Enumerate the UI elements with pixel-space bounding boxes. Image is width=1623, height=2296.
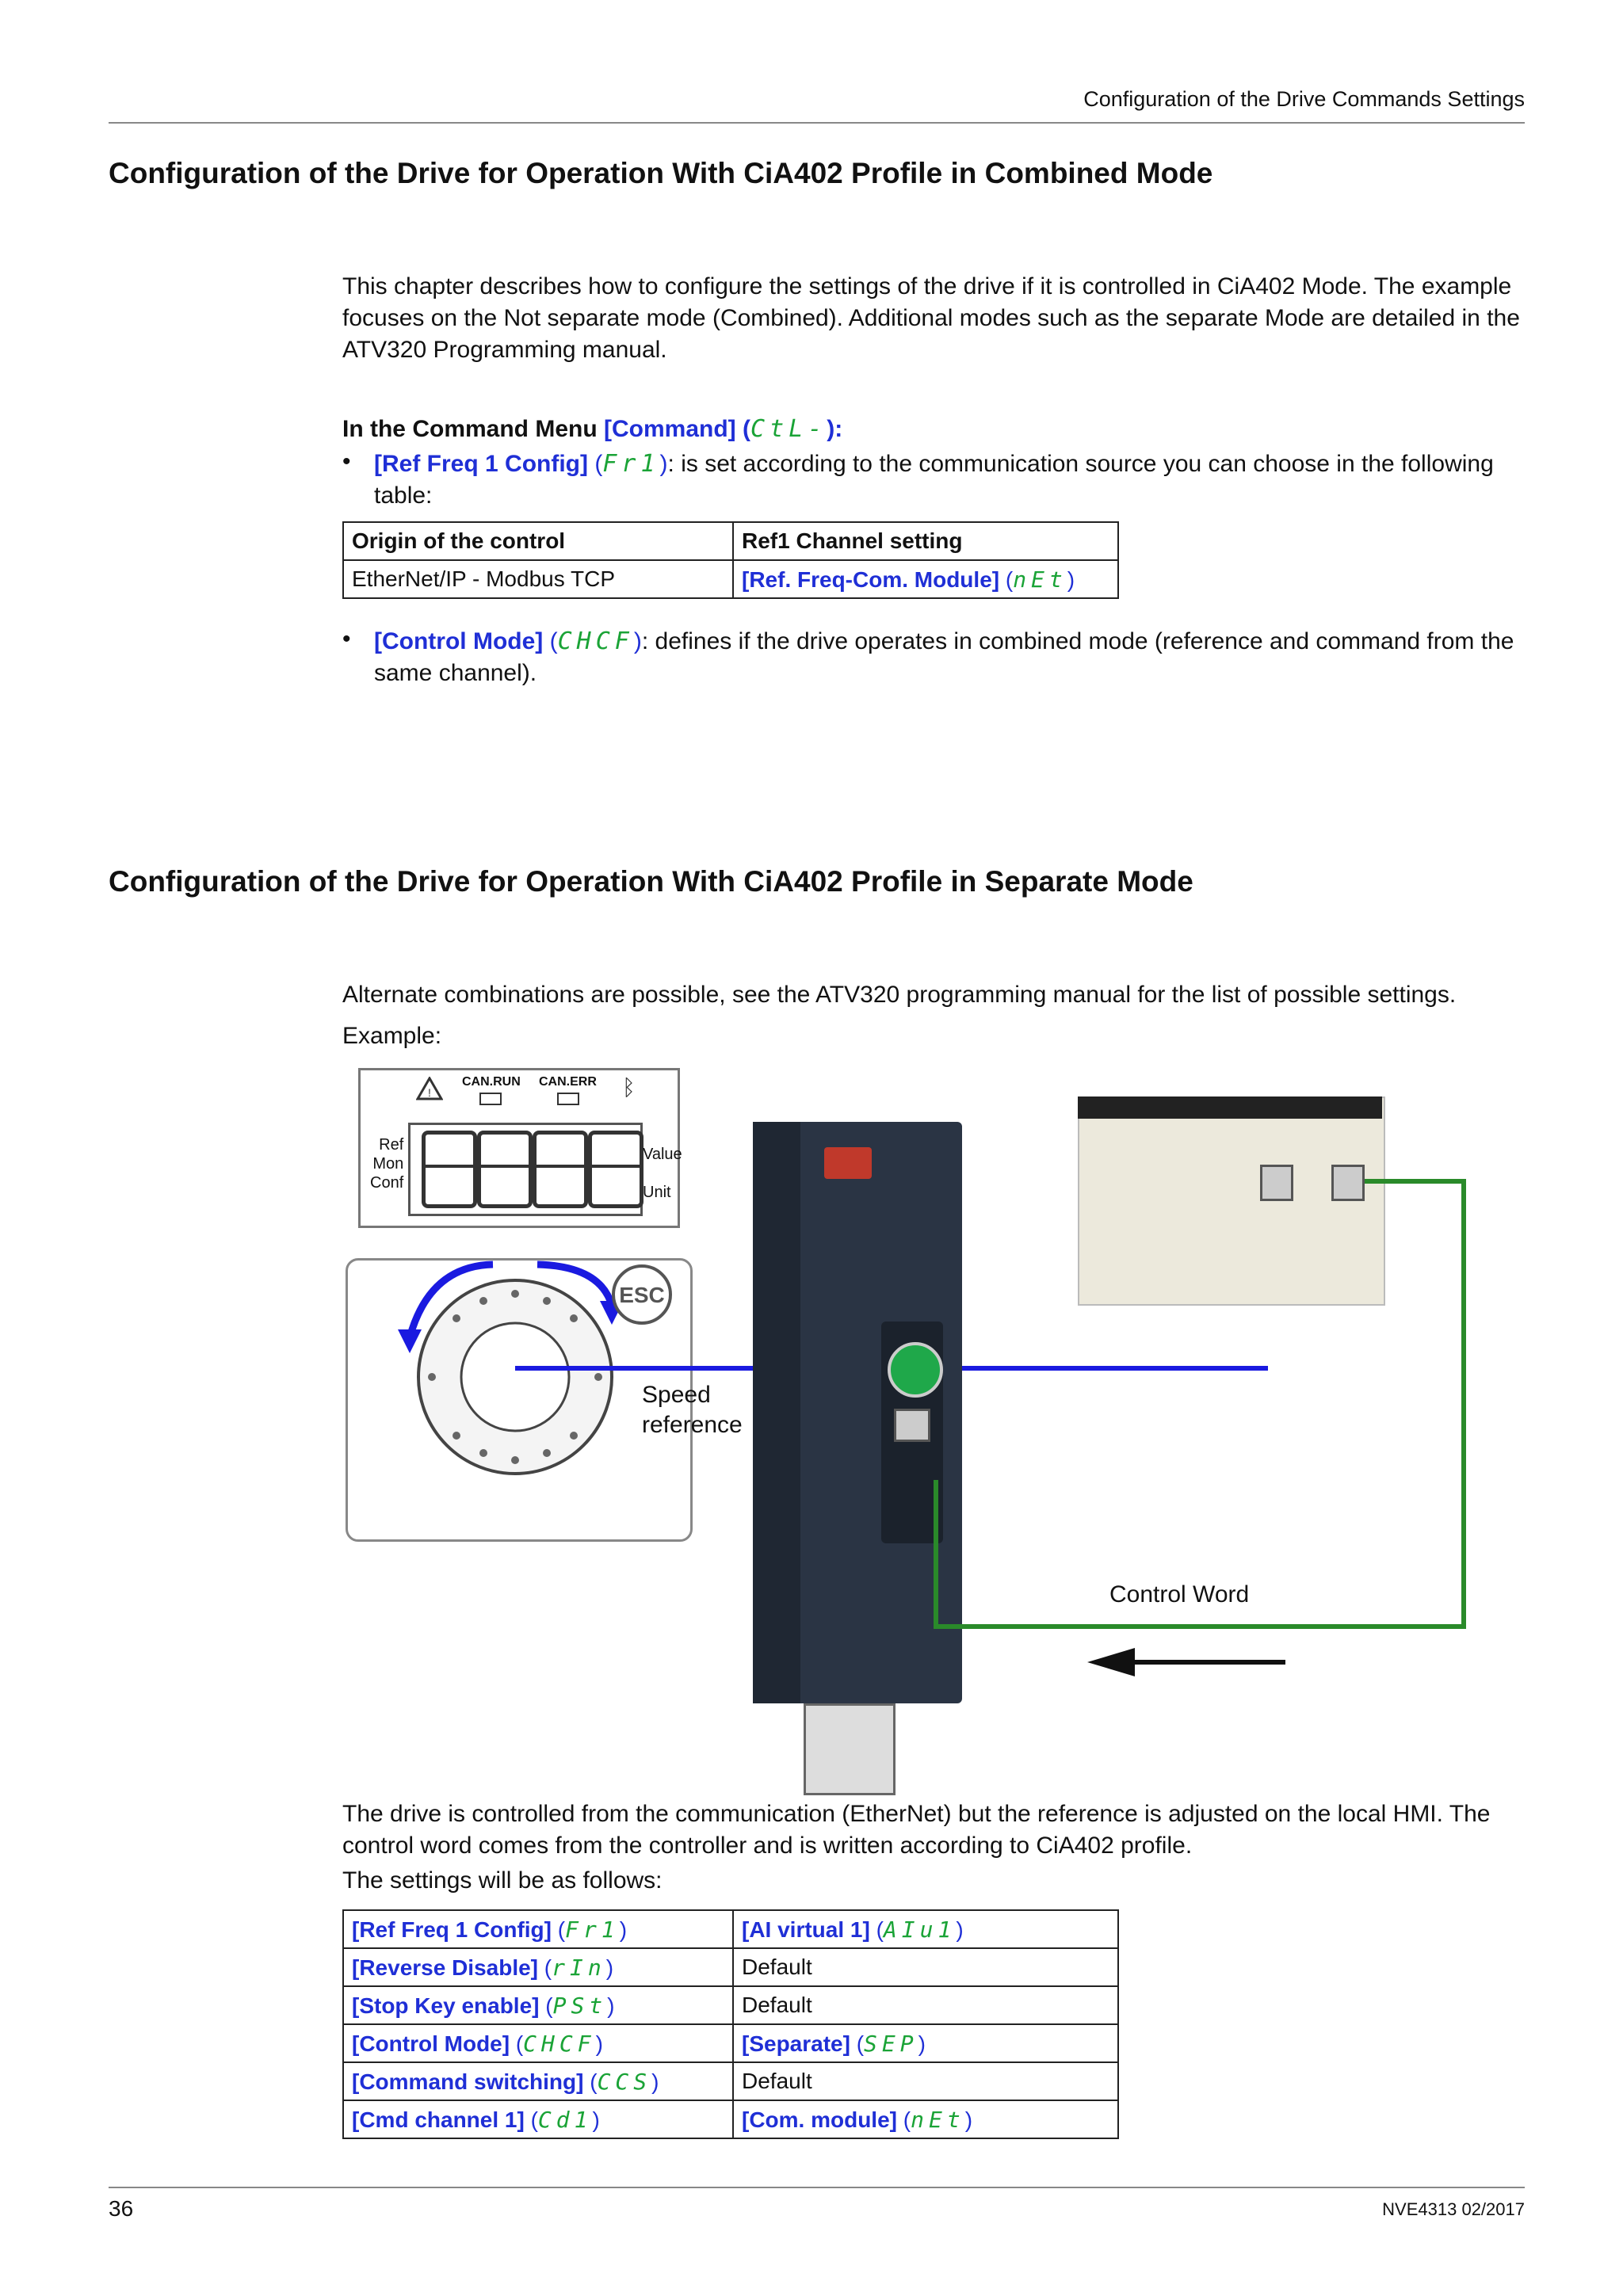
can-err-label: CAN.ERR <box>539 1075 597 1089</box>
section1-intro: This chapter describes how to configure the settings of the drive if it is controlled in CiA402 Mode. The example focuses on the Not separate mode (Combined). Additional modes such as the separate Mode are detailed in the ATV320 Programming manual. <box>342 273 1520 363</box>
param-name: [Command switching] <box>352 2069 584 2094</box>
bullet1-text: : is set according to the communication source you can choose in the following table: <box>374 451 1494 509</box>
table-cell: [Cmd channel 1] (Cd1) <box>343 2100 733 2138</box>
menu-prefix: In the Command Menu <box>342 416 598 442</box>
running-header: Configuration of the Drive Commands Settings <box>1083 87 1525 111</box>
warning-icon <box>416 1077 440 1100</box>
table-cell: [Separate] (SEP) <box>733 2024 1118 2062</box>
control-word-label: Control Word <box>1109 1581 1250 1608</box>
bluetooth-icon: ᛒ <box>622 1075 636 1100</box>
table-cell: EtherNet/IP - Modbus TCP <box>343 560 733 598</box>
esc-key-label: ESC <box>619 1283 665 1307</box>
digit <box>477 1131 533 1208</box>
ethernet-port <box>894 1409 930 1442</box>
svg-text:!: ! <box>428 1086 431 1099</box>
table-cell: [Control Mode] (CHCF) <box>343 2024 733 2062</box>
table-cell: [AI virtual 1] (AIu1) <box>733 1910 1118 1948</box>
direction-arrow-icon <box>1087 1646 1293 1678</box>
after-figure-text: The drive is controlled from the communication (EtherNet) but the reference is adjusted on the local HMI. The control word comes from the controller and is written according to CiA402 profile. <box>342 1801 1491 1859</box>
table-cell <box>733 2062 1118 2100</box>
drive-heatsink <box>753 1122 800 1703</box>
ref-channel-table <box>342 521 1119 599</box>
section2-title: Configuration of the Drive for Operation With CiA402 Profile in Separate Mode <box>109 865 1193 898</box>
plc-status-bar <box>1078 1097 1382 1119</box>
table-cell: [Stop Key enable] (PSt) <box>343 1986 733 2024</box>
control-line-bottom <box>934 1624 1466 1629</box>
drive-bottom-terminal <box>804 1703 896 1795</box>
table-cell: [Ref. Freq-Com. Module] (nEt) <box>733 560 1118 598</box>
jog-dial-button <box>888 1342 943 1398</box>
setting-value: [Ref. Freq-Com. Module] <box>742 566 1000 592</box>
param-name: [Reverse Disable] <box>352 1955 539 1980</box>
param-code: CCS <box>597 2068 652 2095</box>
digit <box>422 1131 477 1208</box>
plc-ethernet-port <box>1331 1165 1365 1201</box>
table-header: Origin of the control <box>343 522 733 560</box>
menu-code: CtL- <box>750 415 827 443</box>
param-name: [Ref Freq 1 Config] <box>352 1917 552 1942</box>
table-row <box>343 1910 1118 1948</box>
control-line-right <box>1461 1179 1466 1629</box>
seven-segment-display <box>408 1123 643 1216</box>
table-cell <box>733 1948 1118 1986</box>
setting-value: Default <box>742 2069 812 2093</box>
hmi-right-labels <box>643 1135 682 1211</box>
conf-label: Conf <box>370 1174 404 1192</box>
settings-table <box>342 1909 1119 2139</box>
bullet-ref-freq: [Ref Freq 1 Config] (Fr1): is set according to the communication source you can choose in the following table: <box>374 450 1494 509</box>
example-label: Example: <box>342 1023 442 1049</box>
table-cell: [Reverse Disable] (rIn) <box>343 1948 733 1986</box>
table-row <box>343 2100 1118 2138</box>
param-code: Fr1 <box>565 1916 620 1943</box>
digit <box>533 1131 588 1208</box>
section2-intro: Alternate combinations are possible, see the ATV320 programming manual for the list of possible settings. <box>342 982 1457 1008</box>
value-label: Value <box>643 1146 682 1163</box>
doc-reference: NVE4313 02/2017 <box>1382 2199 1525 2219</box>
plc-controller <box>1078 1097 1385 1306</box>
plc-modbus-port <box>1260 1165 1293 1201</box>
unit-label: Unit <box>643 1184 671 1201</box>
control-line-top <box>1365 1179 1466 1184</box>
menu-name: [Command] <box>604 416 736 442</box>
param-name: [Cmd channel 1] <box>352 2107 525 2132</box>
table-cell: [Com. module] (nEt) <box>733 2100 1118 2138</box>
speed-reference-label: Speed reference <box>642 1382 743 1438</box>
mon-label: Mon <box>372 1155 404 1173</box>
can-run-led <box>479 1093 502 1105</box>
setting-code: nEt <box>1013 566 1067 593</box>
param-code: CHCF <box>523 2030 596 2057</box>
hmi-left-labels <box>370 1135 403 1192</box>
table-cell: [Ref Freq 1 Config] (Fr1) <box>343 1910 733 1948</box>
can-run-label: CAN.RUN <box>462 1075 521 1089</box>
footer-rule <box>109 2187 1525 2188</box>
bullet2-text: : defines if the drive operates in combined mode (reference and command from the same channel). <box>374 628 1514 686</box>
table-row <box>343 1948 1118 1986</box>
command-menu-line: In the Command Menu [Command] (CtL-): <box>342 415 843 443</box>
table-cell: [Command switching] (CCS) <box>343 2062 733 2100</box>
setting-code: AIu1 <box>883 1916 957 1943</box>
ref-label: Ref <box>379 1136 404 1154</box>
setting-code: nEt <box>911 2106 965 2133</box>
control-line-left <box>934 1480 938 1629</box>
code-chcf: CHCF <box>557 627 634 655</box>
param-ref-freq: [Ref Freq 1 Config] <box>374 451 588 477</box>
setting-value: Default <box>742 1993 812 2017</box>
setting-code: SEP <box>864 2030 918 2057</box>
table-row <box>343 560 1118 598</box>
param-control-mode: [Control Mode] <box>374 628 544 654</box>
table-header: Ref1 Channel setting <box>733 522 1118 560</box>
setting-value: [Separate] <box>742 2031 850 2056</box>
example-figure <box>342 1068 1484 1781</box>
header-rule <box>109 122 1525 124</box>
page-number: 36 <box>109 2196 134 2221</box>
param-name: [Control Mode] <box>352 2031 510 2056</box>
bullet-dot: • <box>342 448 351 475</box>
param-code: rIn <box>552 1954 606 1981</box>
can-err-led <box>557 1093 579 1105</box>
setting-value: Default <box>742 1955 812 1979</box>
settings-intro: The settings will be as follows: <box>342 1867 663 1894</box>
bullet-control-mode: [Control Mode] (CHCF): defines if the drive operates in combined mode (reference and command from the same channel). <box>374 627 1514 686</box>
section1-title: Configuration of the Drive for Operation With CiA402 Profile in Combined Mode <box>109 157 1213 189</box>
table-cell <box>733 1986 1118 2024</box>
digit <box>588 1131 643 1208</box>
code-fr1: Fr1 <box>602 450 660 478</box>
table-row <box>343 2062 1118 2100</box>
setting-value: [AI virtual 1] <box>742 1917 870 1942</box>
param-name: [Stop Key enable] <box>352 1993 540 2018</box>
table-row <box>343 1986 1118 2024</box>
param-code: Cd1 <box>537 2106 593 2133</box>
hmi-display <box>358 1068 680 1228</box>
param-code: PSt <box>552 1992 608 2019</box>
table-row <box>343 2024 1118 2062</box>
setting-value: [Com. module] <box>742 2107 897 2132</box>
bullet-dot: • <box>342 626 351 652</box>
drive-top-connector <box>824 1147 872 1179</box>
